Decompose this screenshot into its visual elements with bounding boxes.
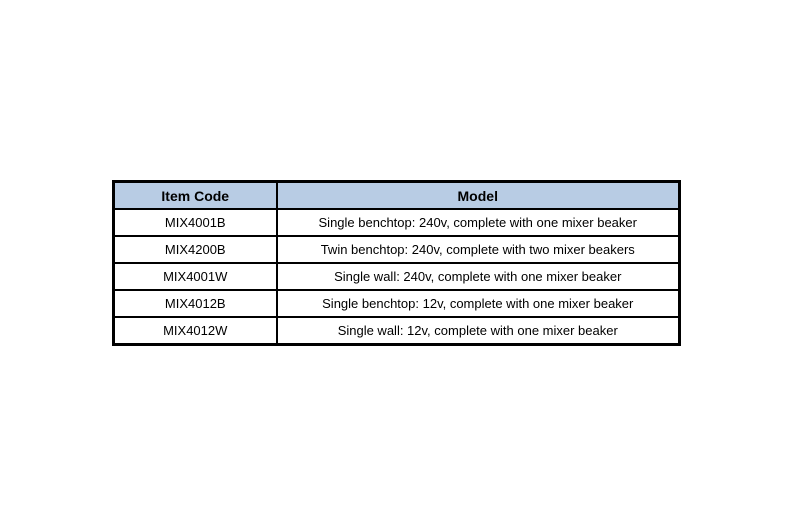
item-code-cell: MIX4001W — [114, 263, 277, 290]
item-code-cell: MIX4012B — [114, 290, 277, 317]
model-cell: Twin benchtop: 240v, complete with two mixer beakers — [277, 236, 680, 263]
table-header-row — [114, 182, 680, 210]
table-row — [114, 317, 680, 345]
column-header-item-code: Item Code — [114, 182, 277, 210]
item-code-cell: MIX4012W — [114, 317, 277, 345]
table-header-row — [114, 182, 680, 210]
item-code-cell: MIX4001B — [114, 209, 277, 236]
item-code-cell: MIX4200B — [114, 236, 277, 263]
column-header-model: Model — [277, 182, 680, 210]
product-table — [112, 180, 681, 346]
model-cell: Single wall: 240v, complete with one mixer beaker — [277, 263, 680, 290]
table-row — [114, 209, 680, 236]
table-row — [114, 263, 680, 290]
product-table-container — [112, 180, 681, 346]
model-cell: Single benchtop: 240v, complete with one mixer beaker — [277, 209, 680, 236]
model-cell: Single wall: 12v, complete with one mixer beaker — [277, 317, 680, 345]
table-body — [114, 209, 680, 345]
table-row — [114, 236, 680, 263]
model-cell: Single benchtop: 12v, complete with one mixer beaker — [277, 290, 680, 317]
table-row — [114, 290, 680, 317]
